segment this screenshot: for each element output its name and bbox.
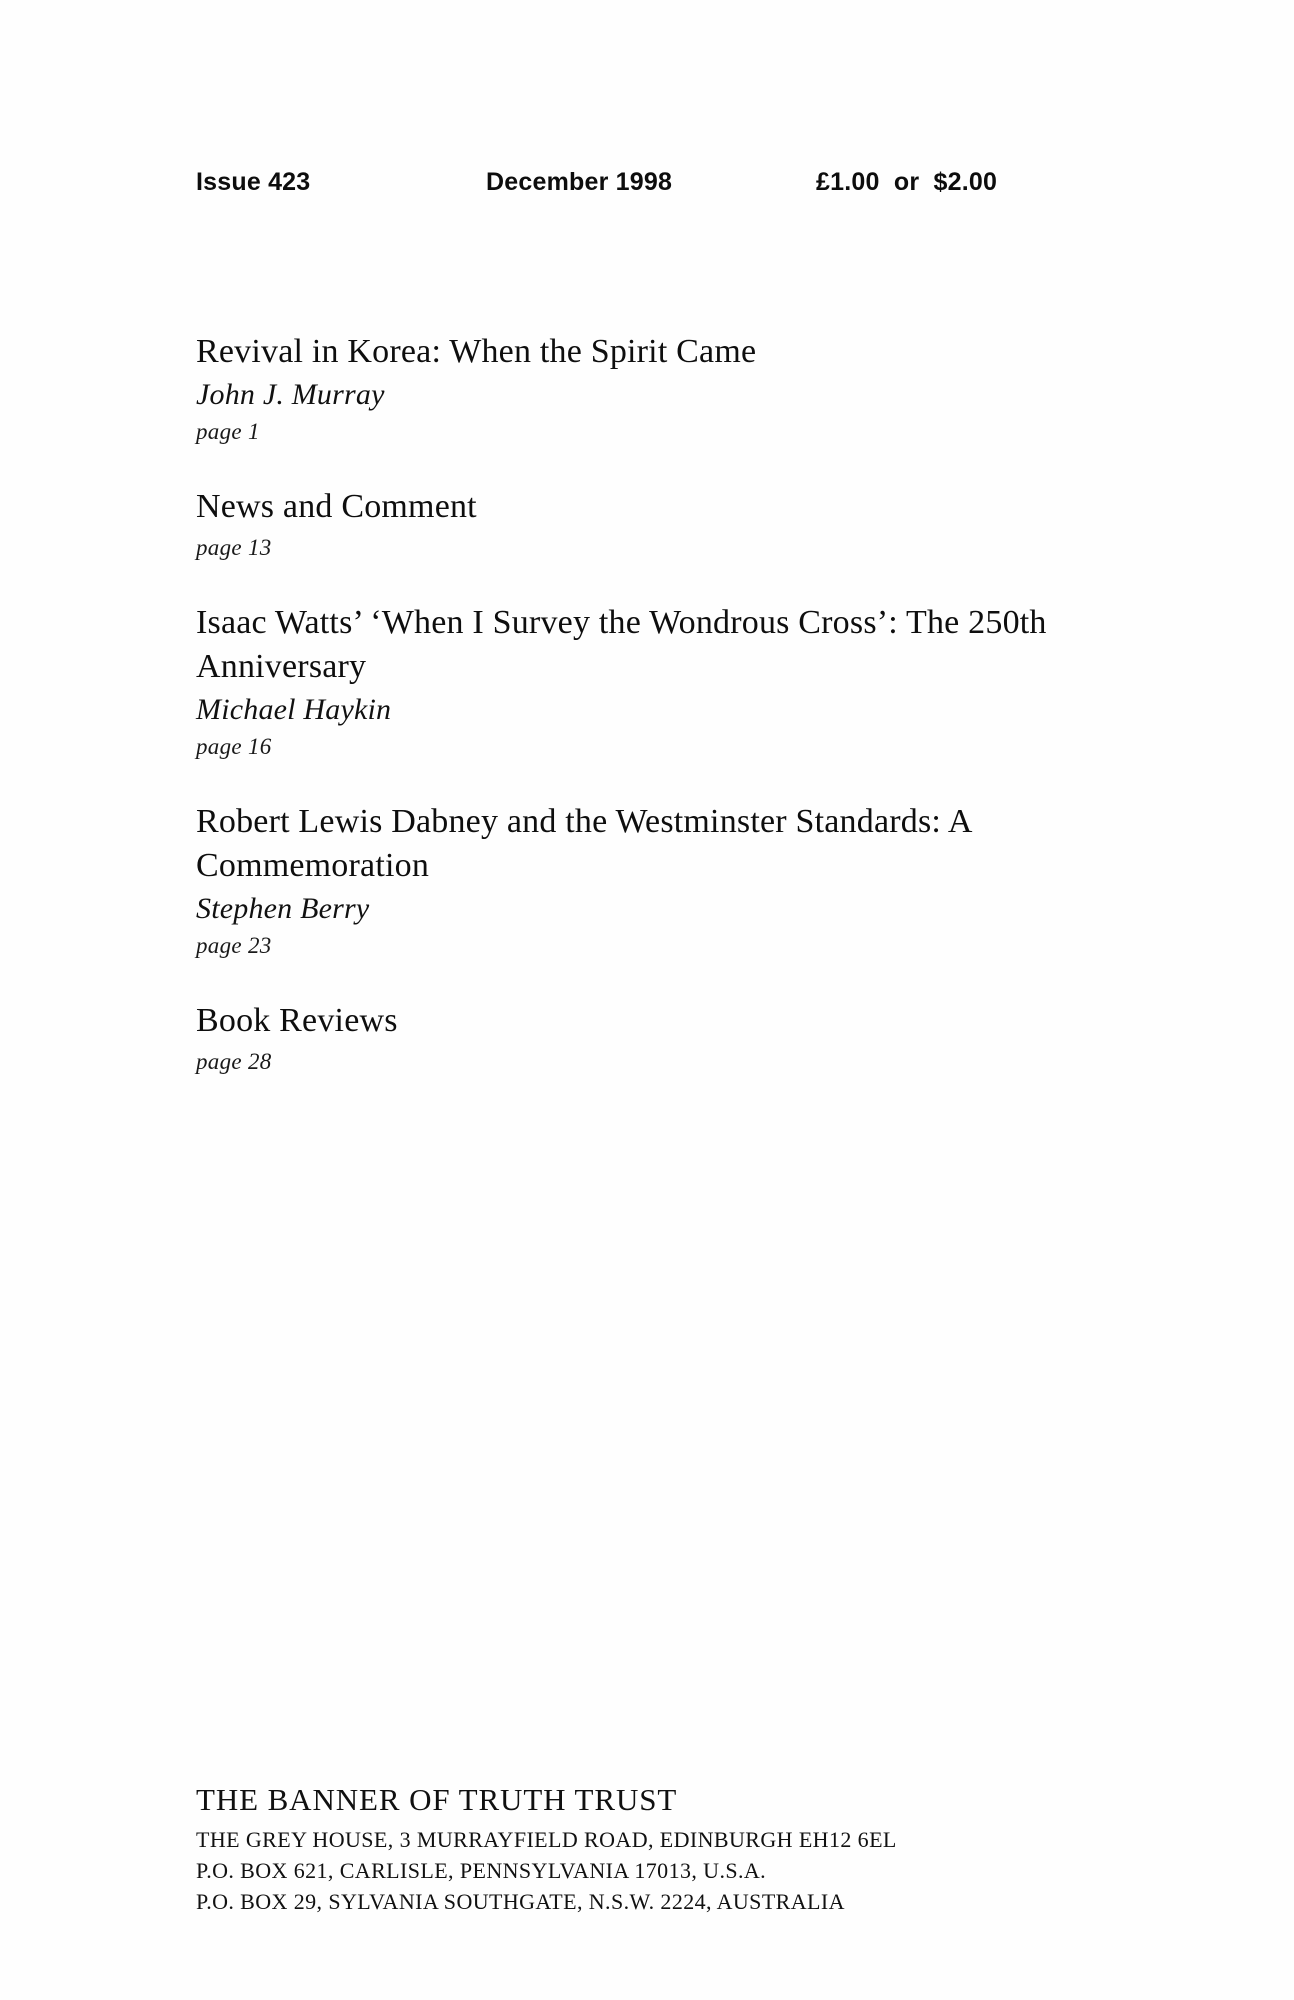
publisher-address-australia: P.O. BOX 29, SYLVANIA SOUTHGATE, N.S.W. 2224, AUSTRALIA bbox=[196, 1889, 845, 1915]
masthead bbox=[196, 168, 1156, 197]
entry-page: page 1 bbox=[196, 419, 260, 445]
contents-entry bbox=[196, 601, 1126, 762]
entry-page: page 28 bbox=[196, 1049, 272, 1075]
entry-author: Michael Haykin bbox=[196, 692, 392, 726]
entry-page: page 16 bbox=[196, 734, 272, 760]
publisher-address-usa: P.O. BOX 621, CARLISLE, PENNSYLVANIA 17013, U.S.A. bbox=[196, 1858, 767, 1884]
contents-entry bbox=[196, 800, 1126, 961]
entry-author: John J. Murray bbox=[196, 377, 385, 411]
contents-entry bbox=[196, 330, 1126, 447]
entry-author: Stephen Berry bbox=[196, 891, 370, 925]
entry-page: page 13 bbox=[196, 535, 272, 561]
entry-title: Robert Lewis Dabney and the Westminster Standards: A Commemoration bbox=[196, 803, 971, 884]
publisher-name: THE BANNER OF TRUTH TRUST bbox=[196, 1782, 678, 1817]
entry-page: page 23 bbox=[196, 933, 272, 959]
publisher-block bbox=[196, 1782, 1156, 1918]
issue-date: December 1998 bbox=[486, 168, 673, 196]
issue-price: £1.00 or $2.00 bbox=[816, 168, 998, 196]
entry-title: Revival in Korea: When the Spirit Came bbox=[196, 333, 757, 370]
table-of-contents bbox=[196, 330, 1126, 1077]
entry-title: News and Comment bbox=[196, 488, 477, 526]
publisher-address-uk: THE GREY HOUSE, 3 MURRAYFIELD ROAD, EDINBURGH EH12 6EL bbox=[196, 1827, 897, 1852]
entry-title: Isaac Watts’ ‘When I Survey the Wondrous Cross’: The 250th Anniversary bbox=[196, 604, 1047, 685]
issue-number: Issue 423 bbox=[196, 168, 311, 196]
contents-entry bbox=[196, 485, 1126, 563]
entry-title: Book Reviews bbox=[196, 1002, 398, 1040]
contents-entry bbox=[196, 999, 1126, 1077]
